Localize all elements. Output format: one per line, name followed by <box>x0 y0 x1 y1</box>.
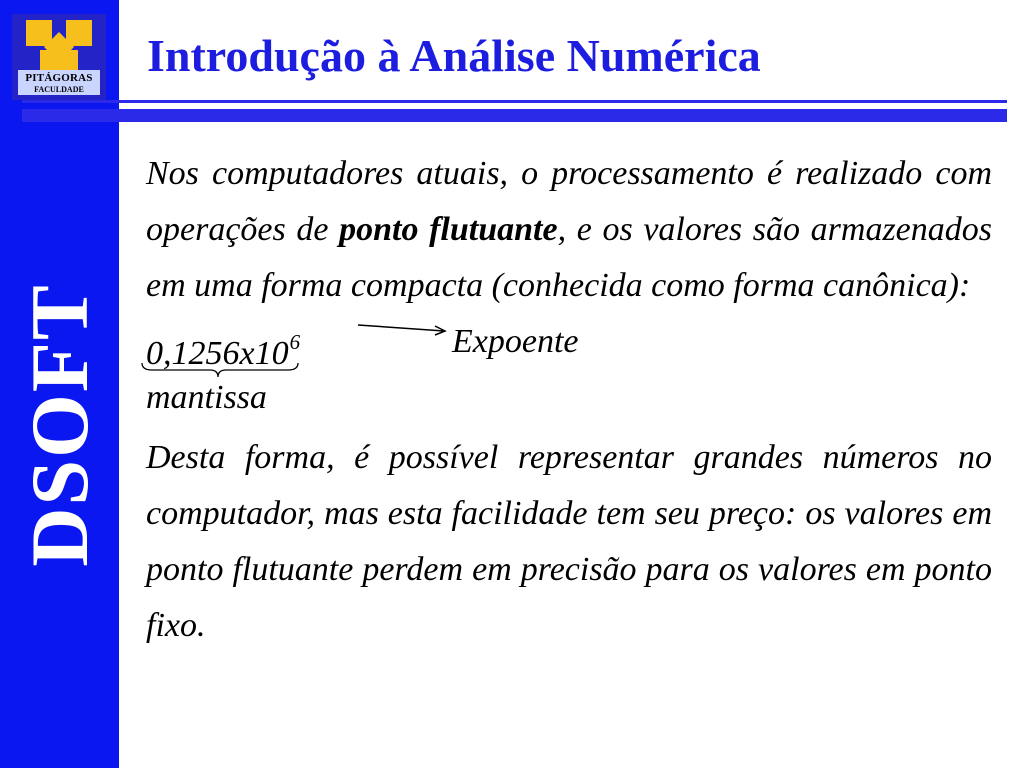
logo-subtitle: FACULDADE <box>34 85 84 94</box>
title-rule-thin <box>22 100 1007 103</box>
faculdade-logo <box>12 14 106 100</box>
title-rule-thick <box>22 109 1007 122</box>
paragraph-intro-bold: ponto flutuante <box>339 211 558 248</box>
arrow-right-icon <box>356 314 452 344</box>
logo-name: PITÁGORAS <box>25 72 93 84</box>
mantissa-label: mantissa <box>146 379 267 416</box>
slide-title: Introdução à Análise Numérica <box>147 30 761 81</box>
slide-body <box>146 146 992 654</box>
formula-base: 0,1256x10 <box>146 335 289 372</box>
paragraph-intro <box>146 146 992 314</box>
paragraph-intro-text-b: , e os valores são armazenados em uma forma compacta (conhecida como forma canônica): <box>146 211 992 304</box>
brace-icon <box>138 361 306 385</box>
exponent-label: Expoente <box>452 323 579 360</box>
formula-line <box>146 314 992 370</box>
paragraph-conclusion: Desta forma, é possível representar grandes números no computador, mas esta facilidade tem seu preço: os valores em ponto flutuante perdem em precisão para os valores em ponto fixo. <box>146 439 992 644</box>
formula-exponent: 6 <box>289 330 301 354</box>
paragraph-intro-text-a: Nos computadores atuais, o processamento é realizado com operações de <box>146 155 992 248</box>
brand-vertical-text: DSOFT <box>14 283 105 567</box>
